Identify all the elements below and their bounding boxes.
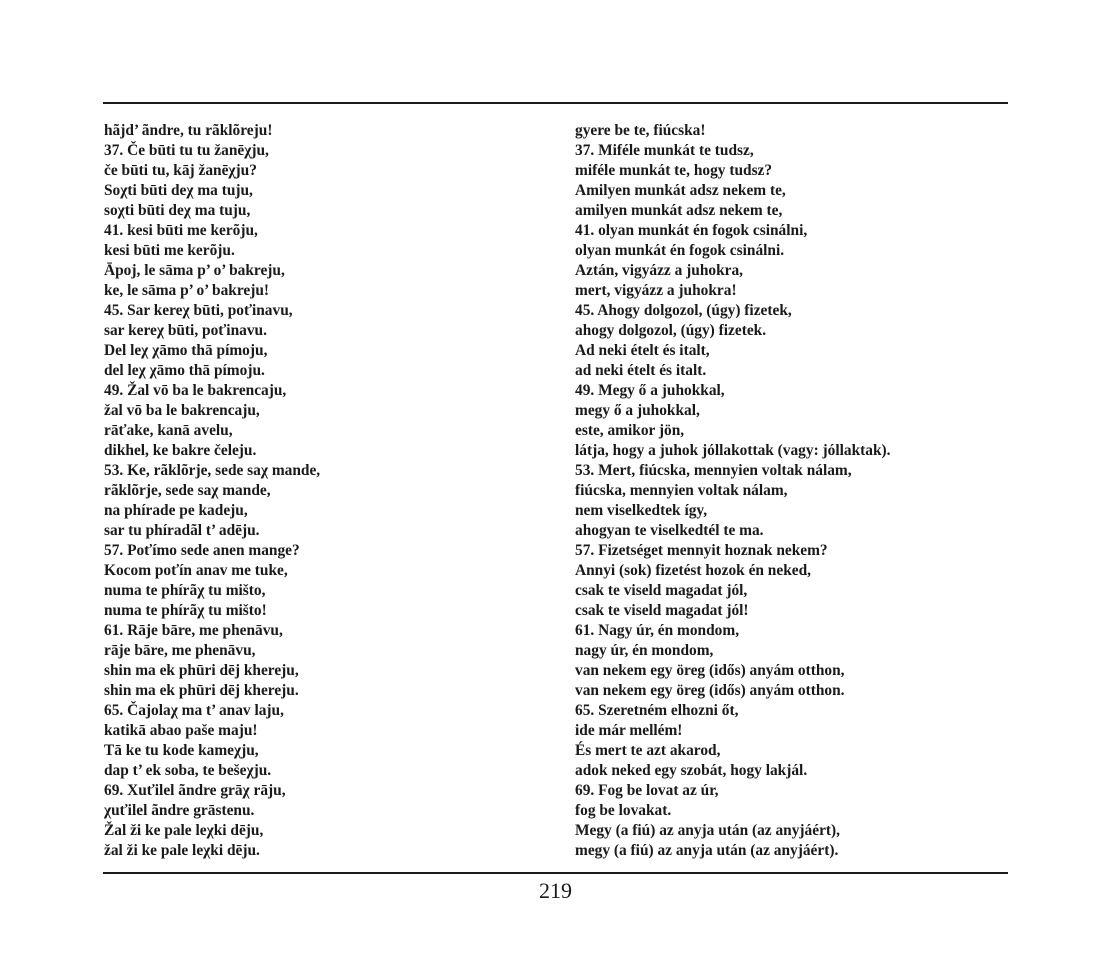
verse-line: hãjd’ ãndre, tu rãklõreju!: [104, 122, 273, 139]
verse-line: dap t’ ek soba, te bešeχju.: [104, 762, 272, 779]
translation-line: 65. Szeretném elhozni őt,: [575, 702, 739, 719]
verse-line: shin ma ek phūri dēj khereju,: [104, 662, 299, 679]
verse-line: 45. Sar kereχ būti, poťinavu,: [104, 302, 293, 319]
verse-line: soχti būti deχ ma tuju,: [104, 202, 251, 219]
verse-line: Tā ke tu kode kameχju,: [104, 742, 259, 759]
verse-line: na phírade pe kadeju,: [104, 502, 248, 519]
verse-line: kesi būti me kerõju.: [104, 242, 235, 259]
verse-line: Del leχ χāmo thā pímoju,: [104, 342, 268, 359]
verse-line: rāje bāre, me phenāvu,: [104, 642, 256, 659]
translation-line: 69. Fog be lovat az úr,: [575, 782, 719, 799]
verse-line: če būti tu, kāj žanēχju?: [104, 162, 257, 179]
translation-line: megy (a fiú) az anyja után (az anyjáért).: [575, 842, 839, 859]
verse-line: 37. Če būti tu tu žanēχju,: [104, 142, 269, 159]
translation-line: 53. Mert, fiúcska, mennyien voltak nálam,: [575, 462, 852, 479]
translation-line: 45. Ahogy dolgozol, (úgy) fizetek,: [575, 302, 792, 319]
translation-line: adok neked egy szobát, hogy lakjál.: [575, 762, 808, 779]
verse-line: numa te phírãχ tu mišto!: [104, 602, 267, 619]
verse-line: sar kereχ būti, poťinavu.: [104, 322, 267, 339]
translation-line: És mert te azt akarod,: [575, 742, 721, 759]
verse-line: dikhel, ke bakre čeleju.: [104, 442, 257, 459]
verse-line: del leχ χāmo thā pímoju.: [104, 362, 265, 379]
translation-line: ahogyan te viselkedtél te ma.: [575, 522, 764, 539]
translation-line: olyan munkát én fogok csinálni.: [575, 242, 785, 259]
bottom-rule: [103, 872, 1008, 874]
translation-line: 49. Megy ő a juhokkal,: [575, 382, 725, 399]
translation-line: Aztán, vigyázz a juhokra,: [575, 262, 744, 279]
translation-line: csak te viseld magadat jól!: [575, 602, 749, 619]
translation-line: fog be lovakat.: [575, 802, 672, 819]
verse-line: shin ma ek phūri dēj khereju.: [104, 682, 299, 699]
verse-line: 41. kesi būti me kerõju,: [104, 222, 258, 239]
translation-line: 61. Nagy úr, én mondom,: [575, 622, 740, 639]
top-rule: [103, 102, 1008, 104]
translation-line: Ad neki ételt és italt,: [575, 342, 710, 359]
translation-line: Megy (a fiú) az anyja után (az anyjáért),: [575, 822, 841, 839]
verse-line: numa te phírãχ tu mišto,: [104, 582, 266, 599]
verse-line: Kocom poťín anav me tuke,: [104, 562, 288, 579]
translation-line: ahogy dolgozol, (úgy) fizetek.: [575, 322, 767, 339]
translation-line: ide már mellém!: [575, 722, 683, 739]
page-number: 219: [539, 878, 572, 903]
verse-line: 53. Ke, rãklõrje, sede saχ mande,: [104, 462, 321, 479]
translation-line: fiúcska, mennyien voltak nálam,: [575, 482, 788, 499]
hungarian-translation-column: [575, 121, 1005, 861]
verse-line: rāťake, kanā avelu,: [104, 422, 233, 439]
translation-line: ad neki ételt és italt.: [575, 362, 707, 379]
verse-line: žal vō ba le bakrencaju,: [104, 402, 260, 419]
translation-line: este, amikor jön,: [575, 422, 685, 439]
translation-line: látja, hogy a juhok jóllakottak (vagy: jóllaktak).: [575, 442, 891, 459]
translation-line: miféle munkát te, hogy tudsz?: [575, 162, 773, 179]
translation-line: nem viselkedtek így,: [575, 502, 708, 519]
verse-line: sar tu phíradãl t’ adēju.: [104, 522, 260, 539]
translation-line: van nekem egy öreg (idős) anyám otthon.: [575, 682, 845, 699]
verse-line: rãklõrje, sede saχ mande,: [104, 482, 271, 499]
translation-line: gyere be te, fiúcska!: [575, 122, 706, 139]
translation-line: nagy úr, én mondom,: [575, 642, 714, 659]
verse-line: 57. Poťímo sede anen mange?: [104, 542, 300, 559]
translation-line: mert, vigyázz a juhokra!: [575, 282, 737, 299]
verse-line: 69. Xuťilel ãndre grāχ rāju,: [104, 782, 286, 799]
romani-text-column: [104, 121, 544, 861]
verse-line: žal ži ke pale leχki dēju.: [104, 842, 260, 859]
translation-line: 41. olyan munkát én fogok csinálni,: [575, 222, 808, 239]
translation-line: 57. Fizetséget mennyit hoznak nekem?: [575, 542, 828, 559]
verse-line: 49. Žal vō ba le bakrencaju,: [104, 382, 287, 399]
verse-line: katikā abao paše maju!: [104, 722, 258, 739]
translation-line: Annyi (sok) fizetést hozok én neked,: [575, 562, 811, 579]
verse-line: Soχti būti deχ ma tuju,: [104, 182, 253, 199]
verse-line: Žal ži ke pale leχki dēju,: [104, 822, 264, 839]
translation-line: Amilyen munkát adsz nekem te,: [575, 182, 786, 199]
translation-line: megy ő a juhokkal,: [575, 402, 700, 419]
verse-line: ke, le sāma p’ o’ bakreju!: [104, 282, 270, 299]
translation-line: 37. Miféle munkát te tudsz,: [575, 142, 754, 159]
verse-line: χuťilel ãndre grāstenu.: [104, 802, 255, 819]
translation-line: csak te viseld magadat jól,: [575, 582, 748, 599]
verse-line: 61. Rāje bāre, me phenāvu,: [104, 622, 283, 639]
translation-line: amilyen munkát adsz nekem te,: [575, 202, 783, 219]
translation-line: van nekem egy öreg (idős) anyám otthon,: [575, 662, 845, 679]
verse-line: Āpoj, le sāma p’ o’ bakreju,: [104, 262, 285, 279]
verse-line: 65. Čajolaχ ma t’ anav laju,: [104, 702, 284, 719]
